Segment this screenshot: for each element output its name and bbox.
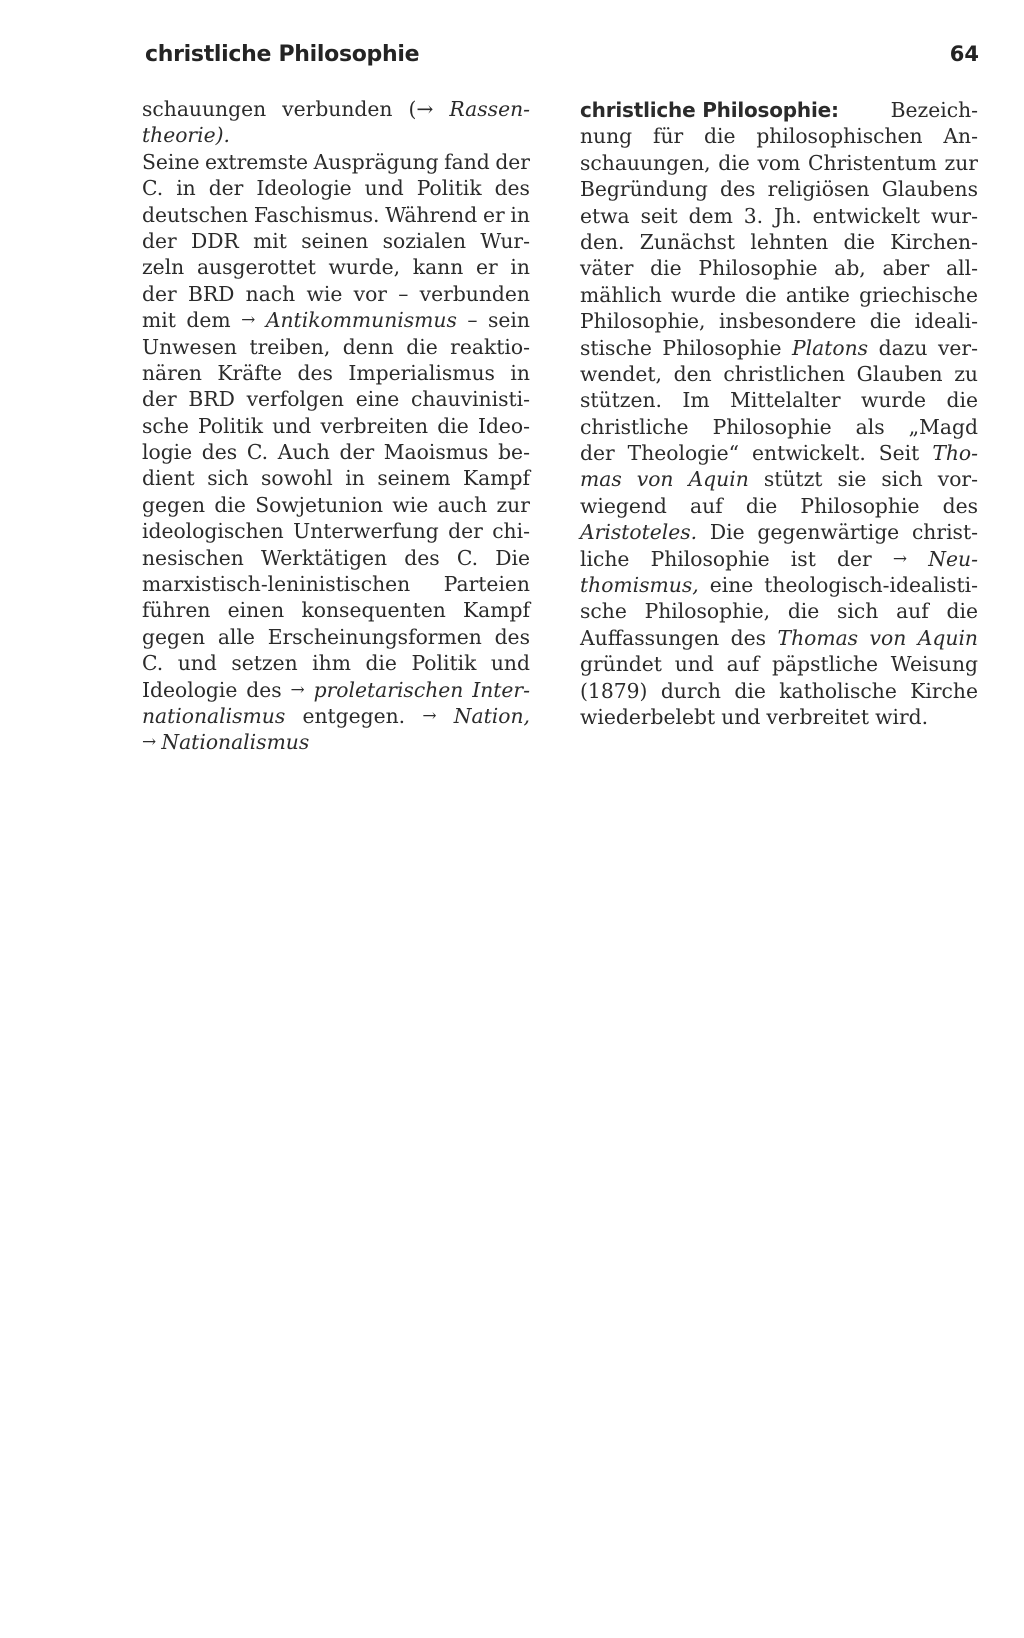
text-line: etwa seit dem 3. Jh. entwickelt wur- [580,203,978,228]
text-line: Aristoteles. Die gegenwärtige christ- [580,520,978,545]
text-line: thomismus, eine theologisch-idealisti- [580,573,978,598]
cross-reference: Aquin [917,625,978,650]
cross-reference: theorie). [142,123,230,148]
text-line: schauungen verbunden (→ Rassen- [142,97,530,121]
cross-reference: Nationalismus [161,730,310,755]
text-line: ideologischen Unterwerfung der chi- [142,519,530,544]
page-number: 64 [949,42,979,66]
text-line: wendet, den christlichen Glauben zu [580,361,978,386]
text-line: der Theologie“ entwickelt. Seit Tho- [580,441,978,466]
text-line: marxistisch-leninistischen Parteien [142,572,530,597]
text-line: gegen die Sowjetunion wie auch zur [142,492,530,517]
text-line: der DDR mit seinen sozialen Wur- [142,228,530,253]
text-line: väter die Philosophie ab, aber all- [580,256,978,281]
text-line: nung für die philosophischen An- [580,124,978,149]
text-line: sche Politik und verbreiten die Ideo- [142,413,530,438]
running-head: christliche Philosophie [145,42,420,67]
text-line: Begründung des religiösen Glaubens [580,177,978,202]
cross-reference: thomismus, [580,573,699,598]
text-line: Seine extremste Ausprägung fand der [142,149,530,174]
arrow-icon: → [241,310,256,331]
cross-reference: von [869,625,907,650]
text-line: C. in der Ideologie und Politik des [142,176,530,201]
text-line: mit dem → Antikommunismus – sein [142,308,530,333]
text-line: der BRD verfolgen eine chauvinisti- [142,387,530,412]
right-column [580,97,978,730]
cross-reference: mas [580,467,622,492]
text-line: schauungen, die vom Christentum zur [580,150,978,175]
text-line: sche Philosophie, die sich auf die [580,599,978,624]
cross-reference: nationalismus [142,703,286,728]
text-line: Philosophie, insbesondere die ideali- [580,309,978,334]
cross-reference: Aquin [688,467,749,492]
cross-reference: Thomas [777,625,859,650]
text-line: deutschen Faschismus. Während er in [142,202,530,227]
text-line: der BRD nach wie vor – verbunden [142,281,530,306]
text-line: (1879) durch die katholische Kirche [580,678,978,703]
text-line: gegen alle Erscheinungsformen des [142,624,530,649]
arrow-icon: → [290,679,305,700]
text-line: Auffassungen des Thomas von Aquin [580,625,978,650]
text-line: Unwesen treiben, denn die reaktio- [142,334,530,359]
text-line [142,729,530,755]
arrow-icon: → [142,732,157,753]
text-line: zeln ausgerottet wurde, kann er in [142,255,530,280]
cross-reference: Platons [792,335,869,360]
text-line: den. Zunächst lehnten die Kirchen- [580,229,978,254]
entry-headword: christliche Philosophie: [580,98,839,122]
text-line: wiegend auf die Philosophie des [580,493,978,518]
text-line: nationalismus entgegen. → Nation, [142,703,530,728]
text-line: Ideologie des → proletarischen Inter- [142,677,530,702]
text-line [142,122,530,148]
text-line: logie des C. Auch der Maoismus be- [142,440,530,465]
text-line: gründet und auf päpstliche Weisung [580,652,978,677]
text-line: mählich wurde die antike griechische [580,282,978,307]
arrow-icon: → [422,705,437,726]
cross-reference: Neu- [928,546,978,571]
cross-reference: Aristoteles. [580,520,698,545]
cross-reference: Inter- [472,677,530,702]
cross-reference: Antikommunismus [265,308,457,333]
text-line: führen einen konsequenten Kampf [142,598,530,623]
text-line: stützen. Im Mittelalter wurde die [580,388,978,413]
text-line: wiederbelebt und verbreitet wird. [580,704,929,729]
cross-reference: proletarischen [313,677,464,702]
text-line: liche Philosophie ist der → Neu- [580,546,978,571]
text-line: nesischen Werktätigen des C. Die [142,545,530,570]
text-line: dient sich sowohl in seinem Kampf [142,466,530,491]
cross-reference: Tho- [932,441,978,466]
text-line: mas von Aquin stützt sie sich vor- [580,467,978,492]
cross-reference: von [636,467,674,492]
cross-reference: Nation, [453,703,530,728]
text-line: stische Philosophie Platons dazu ver- [580,335,978,360]
text-line: nären Kräfte des Imperialismus in [142,360,530,385]
text-line: christliche Philosophie: Bezeich- [580,98,978,122]
cross-reference: Rassen- [449,97,530,121]
left-column [142,96,530,756]
text-line: C. und setzen ihm die Politik und [142,651,530,676]
arrow-icon: → [892,548,908,569]
text-line: christliche Philosophie als „Magd [580,414,978,439]
